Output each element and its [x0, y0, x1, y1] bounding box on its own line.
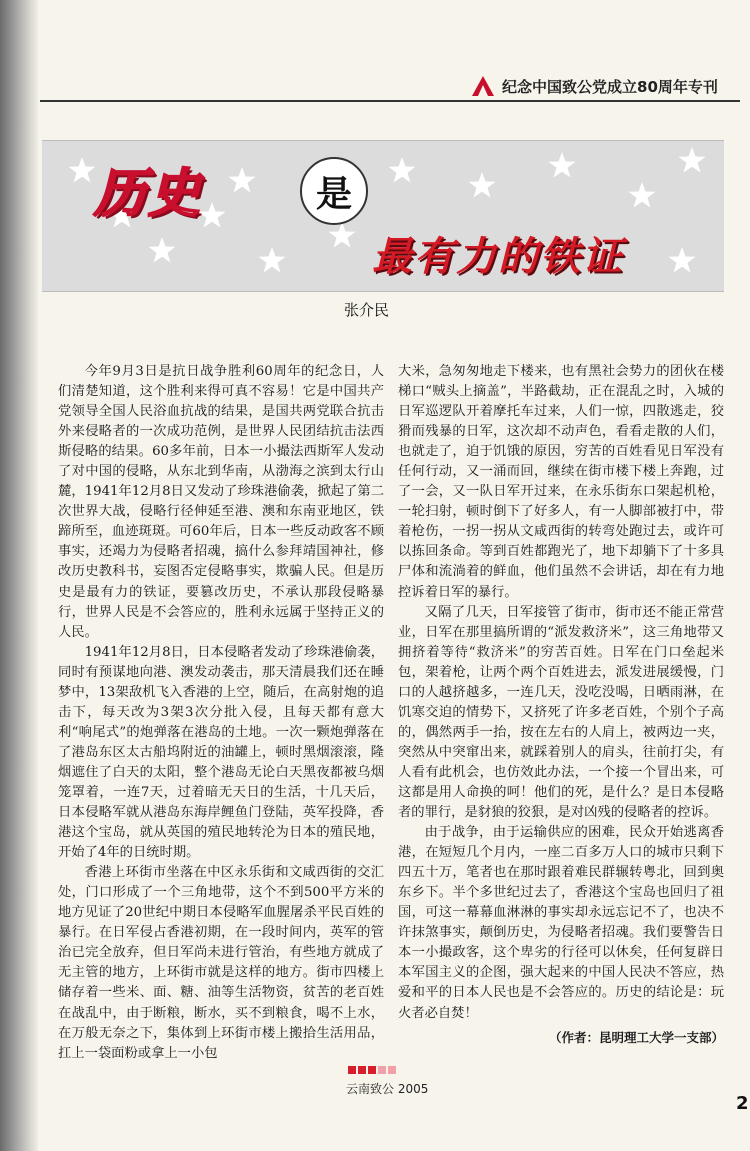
title-is: 是 [315, 172, 352, 215]
paragraph-continued: 大米，急匆匆地走下楼来，也有黑社会势力的团伙在楼梯口“贼头上摘盖”，半路截劫，正在混乱之时，入城的日军巡逻队开着摩托车过来，人们一惊，四散逃走，狡猾而残暴的日军，这次却不动声色，看看走散的人们，也就走了，迫于饥饿的原因，穷苦的百姓看见日军没有任何行动，又一涌而回，继续在街市楼下楼上奔跑，过了一会，又一队日军开过来，在永乐街东口架起机枪，一轮扫射，顿时倒下了好多人，有一人脚部被打中，带着枪伤，一拐一拐从文咸西街的转弯处跑过去，或许可以拣回条命。等到百姓都跑光了，地下却躺下了十多具尸体和流淌着的鲜血，他们虽然不会讲话，却在有力地控诉着日军的暴行。 [398, 364, 724, 600]
page-header [470, 72, 740, 100]
column-left [58, 362, 384, 1064]
header-title: 纪念中国致公党成立80周年专刊 [502, 77, 718, 96]
paragraph: 由于战争，由于运输供应的困难，民众开始逃离香港，在短短几个月内，一座二百多万人口的城市只剩下四五十万，笔者也在那时跟着难民群辗转粤北，回到奥东乡下。半个多世纪过去了，香港这个宝岛也回归了祖国，可这一幕幕血淋淋的事实却永远忘记不了，也决不许抹煞事实，颠倒历史，为侵略者招魂。我们要警告日本一小撮政客，这个卑劣的行径可以休矣，任何复辟日本军国主义的企图，强大起来的中国人民决不答应，热爱和平的日本人民也是不会答应的。历史的结论是：玩火者必自焚！ [398, 825, 724, 1021]
article-author: 张介民 [344, 301, 390, 319]
title-history: 历史 [94, 164, 203, 224]
footer-decoration [348, 1066, 398, 1074]
header-divider [40, 100, 740, 102]
title-is-circle [300, 157, 368, 225]
paragraph: 又隔了几天，日军接管了街市，街市还不能正常营业，日军在那里搞所谓的“派发救济米”，这三角地带又拥挤着等待“救济米”的穷苦百姓。日军在门口垒起米包，架着枪，让两个两个百姓进去，派发进展缓慢，门口的人越挤越多，一连几天，没吃没喝，日晒雨淋，在饥寒交迫的情势下，又挤死了许多老百姓，个别个子高的，偶然两手一抬，按在左右的人肩上，被两边一夹，突然从中突窜出来，就踩着别人的肩头，往前打尖，有人看有此机会，也仿效此办法，一个接一个冒出来，可这都是用人命换的呵！他们的死，是什么？是日本侵略者的罪行，是豺狼的狡狠，是对凶残的侵略者的控诉。 [398, 604, 724, 821]
column-right [398, 362, 724, 1048]
paragraph: 1941年12月8日，日本侵略者发动了珍珠港偷袭，同时有预谋地向港、澳发动袭击，那天清晨我们还在睡梦中，13架敌机飞入香港的上空，随后，在高射炮的追击下，每天改为3架3次分批入侵，且每天都有意大利“响尾式”的炮弹落在港岛的土地。一次一颗炮弹落在了港岛东区太古船坞附近的油罐上，顿时黑烟滚滚，隆烟遮住了白天的太阳，整个港岛无论白天黑夜都被乌烟笼罩着，一连7天，过着暗无天日的生活，十几天后，日本侵略军就从港岛东海岸鲤鱼门登陆，英军投降，香港这个宝岛，就从英国的殖民地转沦为日本的殖民地，开始了4年的日统时期。 [58, 644, 384, 861]
binding-spine-shadow [0, 0, 38, 1151]
footer-journal: 云南致公 2005 [346, 1082, 429, 1096]
party-logo-icon [470, 74, 496, 98]
paragraph: 今年9月3日是抗日战争胜利60周年的纪念日，人们清楚知道，这个胜利来得可真不容易！它是中国共产党领导全国人民浴血抗战的结果，是国共两党联合抗击外来侵略者的一次成功范例，是世界人民团结抗击法西斯侵略的结果。60多年前，日本一小撮法西斯军人发动了对中国的侵略，从东北到华南，从渤海之滨到太行山麓，1941年12月8日又发动了珍珠港偷袭，掀起了第二次世界大战，侵略行径伸延至港、澳和东南亚地区，铁蹄所至，血迹斑斑。可60年后，日本一些反动政客不顾事实，还竭力为侵略者招魂，搞什么参拜靖国神社，修改历史教科书，妄图否定侵略事实，欺骗人民。但是历史是最有力的铁证，要篡改历史，不承认那段侵略暴行，世界人民是不会答应的，胜利永远属于坚持正义的人民。 [58, 364, 384, 640]
title-banner [42, 140, 724, 292]
page-number: 2 [736, 1093, 749, 1114]
paragraph: 香港上环街市坐落在中区永乐街和文咸西街的交汇处，门口形成了一个三角地带，这个不到500平方米的地方见证了20世纪中期日本侵略军血腥屠杀平民百姓的暴行。在日军侵占香港初期，在一段时间内，英军的管治已完全放弃，但日军尚未进行管治，有些地方就成了无主管的地方，上环街市就是这样的地方。街市四楼上储存着一些米、面、糖、油等生活物资，贫苦的老百姓在战乱中，由于断粮，断水，买不到粮食，喝不上水，在万般无奈之下，集体到上环街市楼上搬拾生活用品，扛上一袋面粉或拿上一小包 [58, 865, 384, 1061]
author-affiliation: （作者：昆明理工大学一支部） [548, 1029, 724, 1045]
title-strongest-evidence: 最有力的铁证 [372, 234, 624, 280]
